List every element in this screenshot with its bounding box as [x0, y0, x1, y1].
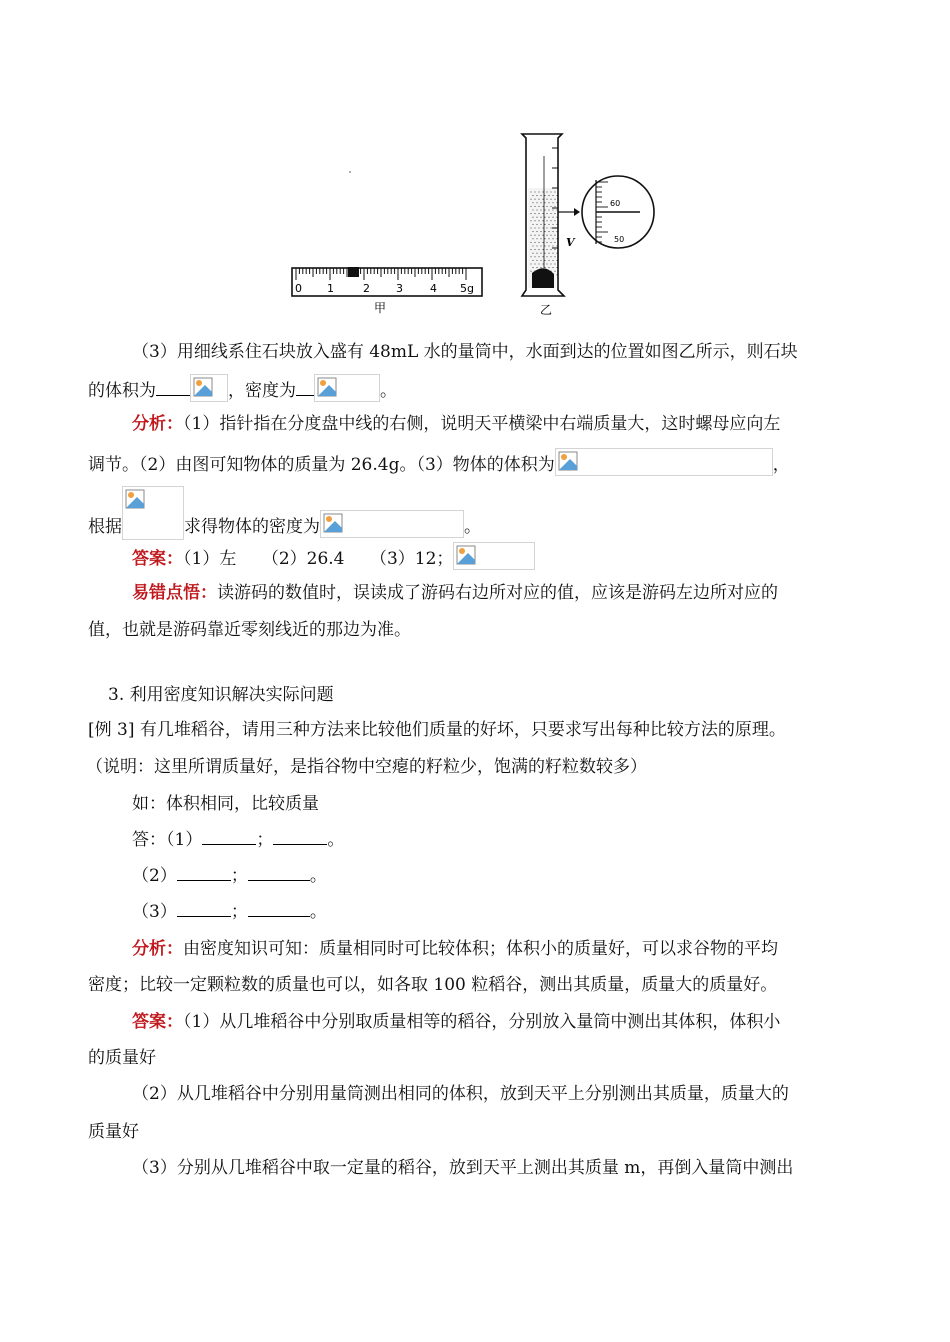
answer2-line-3: （2）从几堆稻谷中分别用量筒测出相同的体积，放到天平上分别测出其质量，质量大的: [132, 1084, 789, 1104]
caption-jia: 甲: [374, 301, 387, 315]
item-2-label: （2）: [132, 866, 177, 886]
example3-hint: 如：体积相同，比较质量: [132, 794, 319, 814]
formula-image-density: [314, 374, 380, 402]
answer1-line: [132, 542, 535, 571]
experiment-figure: [282, 128, 662, 318]
ruler-tick-1: 1: [327, 282, 334, 295]
stone: [532, 268, 554, 288]
q3-line-2: [88, 374, 397, 403]
blank-3a: [177, 900, 231, 917]
analysis2-line-2: 密度；比较一定颗粒数的质量也可以，如各取 100 粒稻谷，测出其质量，质量大的质量好。: [88, 975, 778, 995]
formula-image-volume-calc: [555, 448, 773, 476]
blank-2b: [248, 864, 310, 881]
zoom-circle: [582, 176, 654, 248]
end-mark: 。: [309, 902, 327, 922]
tip-label: 易错点悟：: [132, 583, 217, 603]
analysis1-line-3: [88, 486, 481, 540]
analysis1-line-1: [132, 412, 780, 436]
analysis1-text-b: 调节。（2）由图可知物体的质量为 26.4g。（3）物体的体积为: [88, 455, 555, 475]
zoom-label-50: 50: [614, 235, 625, 244]
item-3-label: （3）: [132, 902, 177, 922]
ruler-tick-4: 4: [430, 282, 437, 295]
broken-image-icon: [323, 513, 343, 533]
q3-line-1: （3）用细线系住石块放入盛有 48mL 水的量筒中，水面到达的位置如图乙所示，则石块: [132, 342, 798, 362]
broken-image-icon: [193, 377, 213, 397]
end-mark: 。: [327, 830, 345, 850]
analysis2-text-a: 由密度知识可知：质量相同时可比较体积；体积小的质量好，可以求谷物的平均: [183, 939, 778, 959]
answer1-text: （1）左 （2）26.4 （3）12；: [183, 549, 454, 569]
formula-image-density-calc: [320, 510, 464, 538]
blank-2a: [177, 864, 231, 881]
analysis1-text-a: （1）指针指在分度盘中线的右侧，说明天平横梁中右端质量大，这时螺母应向左: [183, 414, 781, 434]
item-1-label: （1）: [166, 830, 203, 850]
analysis2-line-1: [132, 937, 778, 961]
answer-label: 答案：: [132, 1012, 183, 1032]
analysis1-text-c2: 求得物体的密度为: [184, 517, 320, 537]
broken-image-icon: [456, 545, 476, 565]
answer2-line-5: （3）分别从几堆稻谷中取一定量的稻谷，放到天平上测出其质量 m，再倒入量筒中测出: [132, 1158, 794, 1178]
ruler-tick-3: 3: [396, 282, 403, 295]
analysis1-end: 。: [464, 517, 481, 537]
q3-density-blank: [296, 379, 314, 396]
blank-3b: [248, 900, 310, 917]
arrow-right-icon: [574, 208, 580, 216]
analysis-label: 分析：: [132, 414, 183, 434]
broken-image-icon: [125, 489, 145, 509]
volume-label: V: [566, 236, 575, 249]
caption-yi: 乙: [540, 303, 553, 317]
example3-answer-2: [132, 864, 327, 888]
example3-line-1: [例 3] 有几堆稻谷，请用三种方法来比较他们质量的好坏，只要求写出每种比较方法的原理。: [88, 720, 786, 740]
rider-weight: [348, 267, 359, 277]
analysis1-comma: ，: [772, 455, 790, 475]
end-mark: 。: [309, 866, 327, 886]
q3-end: 。: [380, 381, 397, 401]
answer2-text-a: （1）从几堆稻谷中分别取质量相等的稻谷，分别放入量筒中测出其体积，体积小: [183, 1012, 781, 1032]
answer-prefix: 答：: [132, 830, 166, 850]
answer-label: 答案：: [132, 549, 183, 569]
ruler-tick-5: 5g: [460, 282, 474, 295]
formula-image-answer-density: [453, 542, 535, 570]
separator: ；: [230, 866, 248, 886]
q3-text-density: ，密度为: [228, 381, 296, 401]
formula-image-volume: [190, 374, 228, 402]
formula-image-density-def: [122, 486, 184, 540]
tip-text-a: 读游码的数值时，误读成了游码右边所对应的值，应该是游码左边所对应的: [217, 583, 778, 603]
zoom-label-60: 60: [610, 199, 621, 208]
example3-line-2: （说明：这里所谓质量好，是指谷物中空瘪的籽粒少，饱满的籽粒数较多）: [86, 757, 647, 777]
blank-1b: [273, 828, 327, 845]
analysis1-text-c1: 根据: [88, 517, 122, 537]
example3-answer-1: [132, 828, 344, 852]
broken-image-icon: [558, 451, 578, 471]
measuring-cylinder: [522, 134, 580, 317]
answer2-line-1: [132, 1010, 780, 1034]
q3-volume-blank: [156, 379, 190, 396]
broken-image-icon: [317, 377, 337, 397]
q3-text-volume: 的体积为: [88, 381, 156, 401]
analysis-label: 分析：: [132, 939, 183, 959]
blank-1a: [202, 828, 256, 845]
tip-line-1: [132, 581, 778, 605]
balance-rider-ruler: [292, 267, 482, 315]
separator: ；: [256, 830, 274, 850]
answer2-line-4: 质量好: [88, 1122, 139, 1142]
answer2-line-2: 的质量好: [88, 1048, 156, 1068]
analysis1-line-2: [88, 448, 790, 477]
section3-heading: 3. 利用密度知识解决实际问题: [108, 685, 334, 705]
tip-line-2: 值，也就是游码靠近零刻线近的那边为准。: [88, 620, 411, 640]
ruler-tick-0: 0: [295, 282, 302, 295]
separator: ；: [230, 902, 248, 922]
example3-answer-3: [132, 900, 327, 924]
ruler-tick-2: 2: [363, 282, 370, 295]
